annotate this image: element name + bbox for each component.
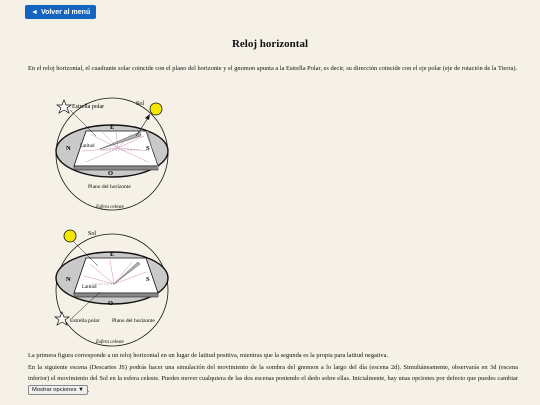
explanation-line-1: La primera figura corresponde a un reloj horizontal en un lugar de latitud positiva, mientras que la segunda es la propia para latitud negativa. [28, 352, 389, 359]
show-options-button[interactable]: Mostrar opciones ▼ [28, 385, 88, 395]
back-to-menu-button[interactable] [25, 5, 96, 19]
south-label: S [146, 145, 150, 152]
north-label: N [66, 145, 71, 152]
explanation-end: . [87, 386, 90, 394]
plano-horizonte-label: Plano del horizonte [88, 184, 131, 190]
estrella-polar-label: Estrella polar [70, 318, 100, 324]
sol-label: Sol [136, 101, 145, 107]
plano-horizonte-label: Plano del horizonte [112, 318, 155, 324]
triangle-left-icon: ◄ [31, 8, 38, 16]
horizontal-clock-figure-negative-latitude [40, 226, 180, 348]
estrella-polar-label: Estrella polar [72, 104, 105, 110]
west-label: O [108, 300, 114, 307]
east-label: E [110, 124, 115, 131]
latitud-label: Latitud [80, 144, 95, 149]
north-label: N [66, 276, 71, 283]
page-title: Reloj horizontal [231, 38, 309, 50]
south-label: S [146, 276, 150, 283]
back-button-label: Volver al menú [40, 8, 91, 16]
explanation-paragraph [28, 350, 518, 396]
esfera-celeste-label: Esfera celeste [96, 205, 124, 210]
intro-paragraph: En el reloj horizontal, el cuadrante solar coincide con el plano del horizonte y el gnomon apunta a la Estrella Polar, es decir, su dirección coincide con el eje polar (eje de rotación de la Tierra). [28, 65, 518, 72]
sol-label: Sol [88, 231, 97, 237]
east-label: E [110, 251, 115, 258]
explanation-line-2: En la siguiente escena (Descartes JS) podrás hacer una simulación del movimiento de la sombra del gnomon a lo largo del día (escena 2d). Simultáneamente, observarás en 3d (escena inferior) el movimiento del Sol en la esfera celeste. Puedes mover cualquiera de las dos escenas poniendo el dedo sobre ellas. Inicialmente, hay unas opciones por defecto que puedes cambiar [28, 363, 518, 382]
horizontal-clock-figure-positive-latitude [40, 96, 180, 216]
west-label: O [108, 170, 114, 177]
latitud-label: Latitud [82, 285, 97, 290]
esfera-celeste-label: Esfera celeste [96, 340, 124, 345]
